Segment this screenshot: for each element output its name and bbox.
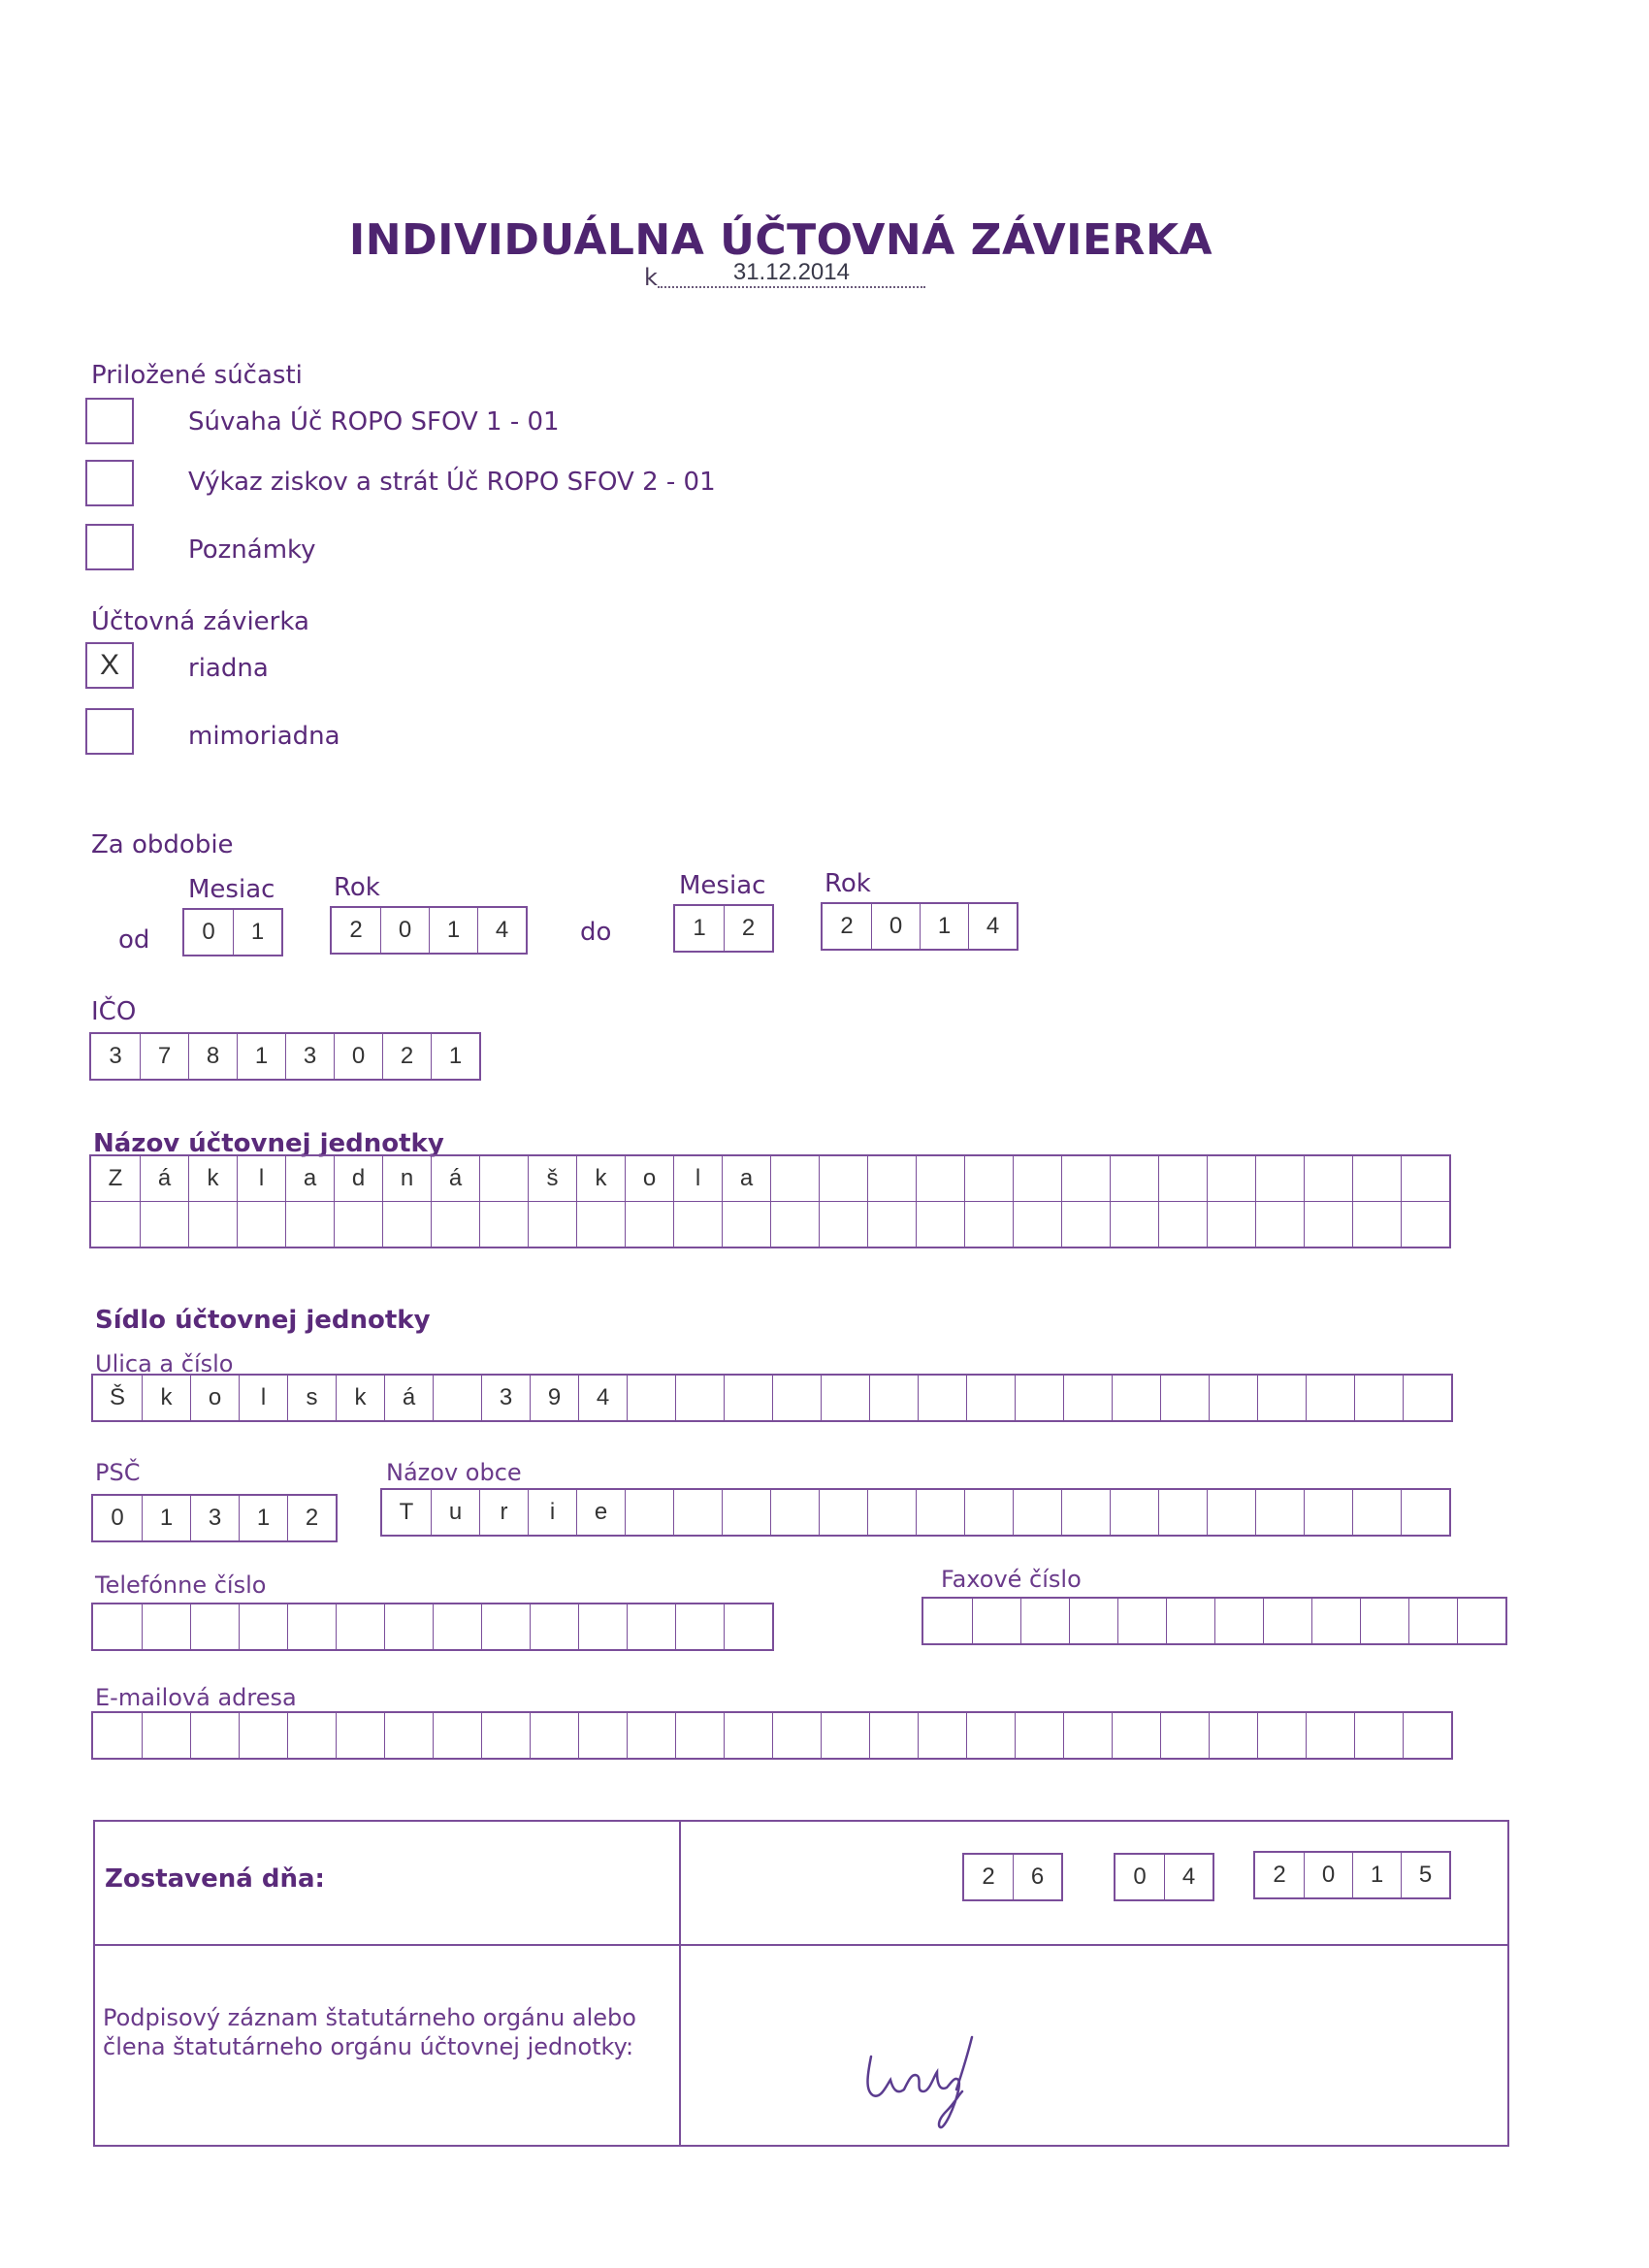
- period-from-label: od: [118, 925, 150, 955]
- digit-cell[interactable]: 0: [380, 908, 429, 953]
- fax-field[interactable]: [922, 1597, 1507, 1645]
- attachment-checkbox-balance[interactable]: [85, 398, 134, 444]
- char-cell[interactable]: [1352, 1202, 1401, 1247]
- digit-cell[interactable]: 1: [431, 1034, 479, 1079]
- char-cell[interactable]: 2: [287, 1496, 336, 1540]
- char-cell[interactable]: o: [625, 1156, 673, 1201]
- char-cell[interactable]: 1: [142, 1496, 190, 1540]
- attachment-checkbox-income[interactable]: [85, 460, 134, 506]
- char-cell[interactable]: [916, 1156, 964, 1201]
- street-label: Ulica a číslo: [95, 1350, 234, 1377]
- char-cell[interactable]: l: [239, 1376, 287, 1420]
- char-cell[interactable]: [964, 1202, 1013, 1247]
- char-cell[interactable]: 4: [578, 1376, 627, 1420]
- digit-cell[interactable]: 1: [233, 910, 281, 955]
- char-cell[interactable]: [770, 1156, 819, 1201]
- to-month-field[interactable]: [673, 904, 774, 953]
- char-cell[interactable]: [336, 1604, 384, 1649]
- entity-name-label: Názov účtovnej jednotky: [93, 1129, 444, 1158]
- char-cell[interactable]: [1257, 1376, 1306, 1420]
- email-label: E-mailová adresa: [95, 1684, 297, 1711]
- char-cell[interactable]: [287, 1713, 336, 1758]
- char-cell[interactable]: [140, 1202, 188, 1247]
- compiled-year-field[interactable]: [1253, 1851, 1451, 1899]
- char-cell[interactable]: [966, 1713, 1015, 1758]
- char-cell[interactable]: [673, 1202, 722, 1247]
- digit-cell[interactable]: 8: [188, 1034, 237, 1079]
- char-cell[interactable]: [821, 1376, 869, 1420]
- char-cell[interactable]: [675, 1376, 724, 1420]
- compiled-month-field[interactable]: [1114, 1853, 1214, 1901]
- digit-cell[interactable]: 0: [1133, 1863, 1147, 1890]
- char-cell[interactable]: [722, 1202, 770, 1247]
- char-cell[interactable]: [1304, 1490, 1352, 1535]
- char-cell[interactable]: a: [722, 1156, 770, 1201]
- char-cell[interactable]: [1263, 1599, 1311, 1643]
- char-cell[interactable]: [1354, 1376, 1403, 1420]
- digit-cell[interactable]: 4: [968, 904, 1017, 949]
- psc-label: PSČ: [95, 1459, 141, 1486]
- char-cell[interactable]: [481, 1713, 530, 1758]
- char-cell[interactable]: [431, 1202, 479, 1247]
- signature-label-line-2: člena štatutárneho orgánu účtovnej jednotky:: [103, 2033, 634, 2060]
- char-cell[interactable]: [966, 1376, 1015, 1420]
- char-cell[interactable]: [1061, 1202, 1110, 1247]
- char-cell[interactable]: [867, 1202, 916, 1247]
- char-cell[interactable]: [1311, 1599, 1360, 1643]
- footer-divider-vertical: [679, 1820, 681, 2147]
- signature-label-line-1: Podpisový záznam štatutárneho orgánu alebo: [103, 2004, 636, 2031]
- char-cell[interactable]: n: [382, 1156, 431, 1201]
- char-cell[interactable]: [1352, 1156, 1401, 1201]
- char-cell[interactable]: k: [576, 1156, 625, 1201]
- compiled-day-field[interactable]: [962, 1853, 1063, 1901]
- char-cell[interactable]: [1015, 1376, 1063, 1420]
- char-cell[interactable]: [239, 1713, 287, 1758]
- digit-cell[interactable]: 3: [109, 1043, 122, 1069]
- psc-field[interactable]: [91, 1494, 338, 1542]
- char-cell[interactable]: [1401, 1202, 1449, 1247]
- char-cell[interactable]: [1401, 1156, 1449, 1201]
- attachment-label-notes: Poznámky: [188, 535, 316, 565]
- char-cell[interactable]: [1112, 1713, 1160, 1758]
- char-cell[interactable]: [1306, 1713, 1354, 1758]
- char-cell[interactable]: [1255, 1202, 1304, 1247]
- char-cell[interactable]: [479, 1202, 528, 1247]
- char-cell[interactable]: [142, 1604, 190, 1649]
- char-cell[interactable]: [1408, 1599, 1457, 1643]
- char-cell[interactable]: š: [528, 1156, 576, 1201]
- char-cell[interactable]: [772, 1713, 821, 1758]
- char-cell[interactable]: [821, 1713, 869, 1758]
- char-cell[interactable]: [1403, 1376, 1451, 1420]
- char-cell[interactable]: [1209, 1713, 1257, 1758]
- char-cell[interactable]: [918, 1376, 966, 1420]
- digit-cell[interactable]: 7: [140, 1034, 188, 1079]
- char-cell[interactable]: [627, 1604, 675, 1649]
- char-cell[interactable]: [578, 1713, 627, 1758]
- char-cell[interactable]: [433, 1713, 481, 1758]
- char-cell[interactable]: [190, 1713, 239, 1758]
- attachment-label-balance: Súvaha Úč ROPO SFOV 1 - 01: [188, 407, 560, 437]
- char-cell[interactable]: s: [287, 1376, 336, 1420]
- char-cell[interactable]: [1013, 1156, 1061, 1201]
- page-title: INDIVIDUÁLNA ÚČTOVNÁ ZÁVIERKA: [348, 215, 1213, 265]
- char-cell[interactable]: [972, 1599, 1020, 1643]
- char-cell[interactable]: [869, 1713, 918, 1758]
- char-cell[interactable]: [190, 1604, 239, 1649]
- char-cell[interactable]: [770, 1490, 819, 1535]
- char-cell[interactable]: [770, 1202, 819, 1247]
- ico-field[interactable]: [89, 1032, 481, 1081]
- char-cell[interactable]: 9: [530, 1376, 578, 1420]
- char-cell[interactable]: [142, 1713, 190, 1758]
- town-label: Názov obce: [386, 1459, 522, 1486]
- town-field[interactable]: [380, 1488, 1451, 1537]
- attachment-checkbox-notes[interactable]: [85, 524, 134, 570]
- statement-type-label: Účtovná závierka: [91, 607, 309, 636]
- char-cell[interactable]: á: [140, 1156, 188, 1201]
- char-cell[interactable]: [1110, 1202, 1158, 1247]
- char-cell[interactable]: i: [528, 1490, 576, 1535]
- char-cell[interactable]: e: [576, 1490, 625, 1535]
- char-cell[interactable]: a: [285, 1156, 334, 1201]
- char-cell[interactable]: á: [431, 1156, 479, 1201]
- closing-date: [644, 259, 925, 294]
- statement-checkbox-regular[interactable]: X: [85, 642, 134, 689]
- fax-label: Faxové číslo: [941, 1566, 1082, 1593]
- digit-cell[interactable]: 2: [840, 913, 854, 939]
- char-cell[interactable]: [1457, 1599, 1505, 1643]
- char-cell[interactable]: [964, 1156, 1013, 1201]
- char-cell[interactable]: [481, 1604, 530, 1649]
- char-cell[interactable]: [675, 1604, 724, 1649]
- char-cell[interactable]: k: [188, 1156, 237, 1201]
- from-year-field[interactable]: [330, 906, 528, 955]
- digit-cell[interactable]: 1: [920, 904, 968, 949]
- period-label: Za obdobie: [91, 830, 234, 859]
- char-cell[interactable]: [1207, 1156, 1255, 1201]
- char-cell[interactable]: [1110, 1156, 1158, 1201]
- char-cell[interactable]: u: [431, 1490, 479, 1535]
- digit-cell[interactable]: 3: [285, 1034, 334, 1079]
- char-cell[interactable]: [1020, 1599, 1069, 1643]
- char-cell[interactable]: [528, 1202, 576, 1247]
- char-cell[interactable]: [923, 1599, 972, 1643]
- char-cell[interactable]: [1304, 1156, 1352, 1201]
- char-cell[interactable]: [1306, 1376, 1354, 1420]
- char-cell[interactable]: [1013, 1490, 1061, 1535]
- entity-name-field[interactable]: [89, 1154, 1451, 1248]
- char-cell[interactable]: [285, 1202, 334, 1247]
- to-year-label: Rok: [824, 869, 871, 898]
- phone-field[interactable]: [91, 1603, 774, 1651]
- char-cell[interactable]: [772, 1376, 821, 1420]
- char-cell[interactable]: [1255, 1156, 1304, 1201]
- char-cell[interactable]: 3: [481, 1376, 530, 1420]
- char-cell[interactable]: á: [384, 1376, 433, 1420]
- char-cell[interactable]: [675, 1713, 724, 1758]
- statement-label-regular: riadna: [188, 654, 269, 683]
- char-cell[interactable]: [625, 1202, 673, 1247]
- char-cell[interactable]: [1061, 1490, 1110, 1535]
- char-cell[interactable]: [336, 1713, 384, 1758]
- char-cell[interactable]: [1061, 1156, 1110, 1201]
- char-cell[interactable]: [384, 1604, 433, 1649]
- footer-divider-horizontal: [93, 1944, 1509, 1946]
- char-cell[interactable]: [1403, 1713, 1451, 1758]
- date-value[interactable]: 31.12.2014: [658, 259, 925, 288]
- char-cell[interactable]: [1069, 1599, 1117, 1643]
- char-cell[interactable]: [819, 1156, 867, 1201]
- from-year-label: Rok: [334, 873, 380, 902]
- char-cell[interactable]: [530, 1604, 578, 1649]
- email-field[interactable]: [91, 1711, 1453, 1760]
- phone-label: Telefónne číslo: [95, 1571, 267, 1599]
- char-cell[interactable]: [724, 1604, 772, 1649]
- char-cell[interactable]: [1214, 1599, 1263, 1643]
- digit-cell[interactable]: 0: [202, 919, 215, 945]
- char-cell[interactable]: [433, 1376, 481, 1420]
- char-cell[interactable]: [1354, 1713, 1403, 1758]
- char-cell[interactable]: [627, 1713, 675, 1758]
- digit-cell[interactable]: 1: [693, 915, 706, 941]
- char-cell[interactable]: [1158, 1202, 1207, 1247]
- char-cell[interactable]: [384, 1713, 433, 1758]
- char-cell[interactable]: [1352, 1490, 1401, 1535]
- char-cell[interactable]: [1117, 1599, 1166, 1643]
- char-cell[interactable]: [334, 1202, 382, 1247]
- char-cell[interactable]: [916, 1490, 964, 1535]
- char-cell[interactable]: [918, 1713, 966, 1758]
- char-cell[interactable]: r: [479, 1490, 528, 1535]
- char-cell[interactable]: [188, 1202, 237, 1247]
- char-cell[interactable]: [869, 1376, 918, 1420]
- char-cell[interactable]: [237, 1202, 285, 1247]
- char-cell[interactable]: [1158, 1490, 1207, 1535]
- digit-cell[interactable]: 4: [477, 908, 526, 953]
- char-cell[interactable]: [1063, 1713, 1112, 1758]
- char-cell[interactable]: [627, 1376, 675, 1420]
- char-cell[interactable]: [964, 1490, 1013, 1535]
- char-cell[interactable]: [673, 1490, 722, 1535]
- char-cell[interactable]: [1257, 1713, 1306, 1758]
- signature: [854, 2018, 1009, 2144]
- char-cell[interactable]: [1401, 1490, 1449, 1535]
- char-cell[interactable]: [1015, 1713, 1063, 1758]
- digit-cell[interactable]: 2: [1273, 1862, 1286, 1888]
- char-cell[interactable]: [1160, 1376, 1209, 1420]
- digit-cell[interactable]: 2: [982, 1863, 995, 1890]
- char-cell[interactable]: k: [142, 1376, 190, 1420]
- digit-cell[interactable]: 5: [1401, 1853, 1449, 1897]
- statement-checkbox-extraordinary[interactable]: [85, 708, 134, 755]
- char-cell[interactable]: [1209, 1376, 1257, 1420]
- char-cell[interactable]: [1110, 1490, 1158, 1535]
- char-cell[interactable]: T: [399, 1499, 414, 1525]
- char-cell[interactable]: o: [190, 1376, 239, 1420]
- char-cell[interactable]: [724, 1376, 772, 1420]
- char-cell[interactable]: [1013, 1202, 1061, 1247]
- char-cell[interactable]: [1063, 1376, 1112, 1420]
- char-cell[interactable]: [578, 1604, 627, 1649]
- char-cell[interactable]: 0: [111, 1505, 124, 1531]
- char-cell[interactable]: [1158, 1156, 1207, 1201]
- to-year-field[interactable]: [821, 902, 1018, 951]
- digit-cell[interactable]: 6: [1013, 1855, 1061, 1899]
- digit-cell[interactable]: 2: [724, 906, 772, 951]
- char-cell[interactable]: [93, 1604, 142, 1649]
- char-cell[interactable]: [1112, 1376, 1160, 1420]
- digit-cell[interactable]: 0: [871, 904, 920, 949]
- char-cell[interactable]: [287, 1604, 336, 1649]
- char-cell[interactable]: [93, 1713, 142, 1758]
- char-cell[interactable]: l: [673, 1156, 722, 1201]
- to-month-label: Mesiac: [679, 871, 766, 900]
- char-cell[interactable]: [819, 1202, 867, 1247]
- entity-name-row-1[interactable]: [91, 1156, 1449, 1201]
- char-cell[interactable]: [867, 1490, 916, 1535]
- char-cell[interactable]: [382, 1202, 431, 1247]
- street-field[interactable]: [91, 1374, 1453, 1422]
- char-cell[interactable]: k: [336, 1376, 384, 1420]
- char-cell[interactable]: [1304, 1202, 1352, 1247]
- char-cell[interactable]: [819, 1490, 867, 1535]
- char-cell[interactable]: [916, 1202, 964, 1247]
- char-cell[interactable]: [576, 1202, 625, 1247]
- entity-name-row-2[interactable]: [91, 1201, 1449, 1247]
- period-to-label: do: [580, 918, 612, 947]
- statement-label-extraordinary: mimoriadna: [188, 722, 340, 751]
- char-cell[interactable]: [722, 1490, 770, 1535]
- char-cell[interactable]: [433, 1604, 481, 1649]
- digit-cell[interactable]: 1: [429, 908, 477, 953]
- char-cell[interactable]: [1360, 1599, 1408, 1643]
- char-cell[interactable]: Š: [109, 1384, 125, 1410]
- attachments-label: Priložené súčasti: [91, 361, 303, 390]
- from-month-field[interactable]: [182, 908, 283, 956]
- ico-label: IČO: [91, 997, 137, 1026]
- char-cell[interactable]: [724, 1713, 772, 1758]
- char-cell[interactable]: Z: [108, 1165, 123, 1191]
- digit-cell[interactable]: 1: [237, 1034, 285, 1079]
- char-cell[interactable]: [91, 1202, 140, 1247]
- date-prefix: k: [644, 264, 658, 291]
- digit-cell[interactable]: 4: [1164, 1855, 1212, 1899]
- seat-label: Sídlo účtovnej jednotky: [95, 1306, 431, 1335]
- char-cell[interactable]: l: [237, 1156, 285, 1201]
- compiled-date-label: Zostavená dňa:: [105, 1864, 325, 1894]
- from-month-label: Mesiac: [188, 875, 275, 904]
- char-cell[interactable]: [1166, 1599, 1214, 1643]
- char-cell[interactable]: [867, 1156, 916, 1201]
- char-cell[interactable]: [1255, 1490, 1304, 1535]
- char-cell[interactable]: d: [334, 1156, 382, 1201]
- digit-cell[interactable]: 1: [1352, 1853, 1401, 1897]
- digit-cell[interactable]: 0: [1304, 1853, 1352, 1897]
- char-cell[interactable]: [239, 1604, 287, 1649]
- char-cell[interactable]: 3: [190, 1496, 239, 1540]
- char-cell[interactable]: [530, 1713, 578, 1758]
- attachment-label-income: Výkaz ziskov a strát Úč ROPO SFOV 2 - 01: [188, 468, 716, 497]
- digit-cell[interactable]: 2: [382, 1034, 431, 1079]
- char-cell[interactable]: [1207, 1202, 1255, 1247]
- char-cell[interactable]: [625, 1490, 673, 1535]
- char-cell[interactable]: [479, 1156, 528, 1201]
- char-cell[interactable]: [1207, 1490, 1255, 1535]
- char-cell[interactable]: 1: [239, 1496, 287, 1540]
- digit-cell[interactable]: 0: [334, 1034, 382, 1079]
- digit-cell[interactable]: 2: [349, 917, 363, 943]
- char-cell[interactable]: [1160, 1713, 1209, 1758]
